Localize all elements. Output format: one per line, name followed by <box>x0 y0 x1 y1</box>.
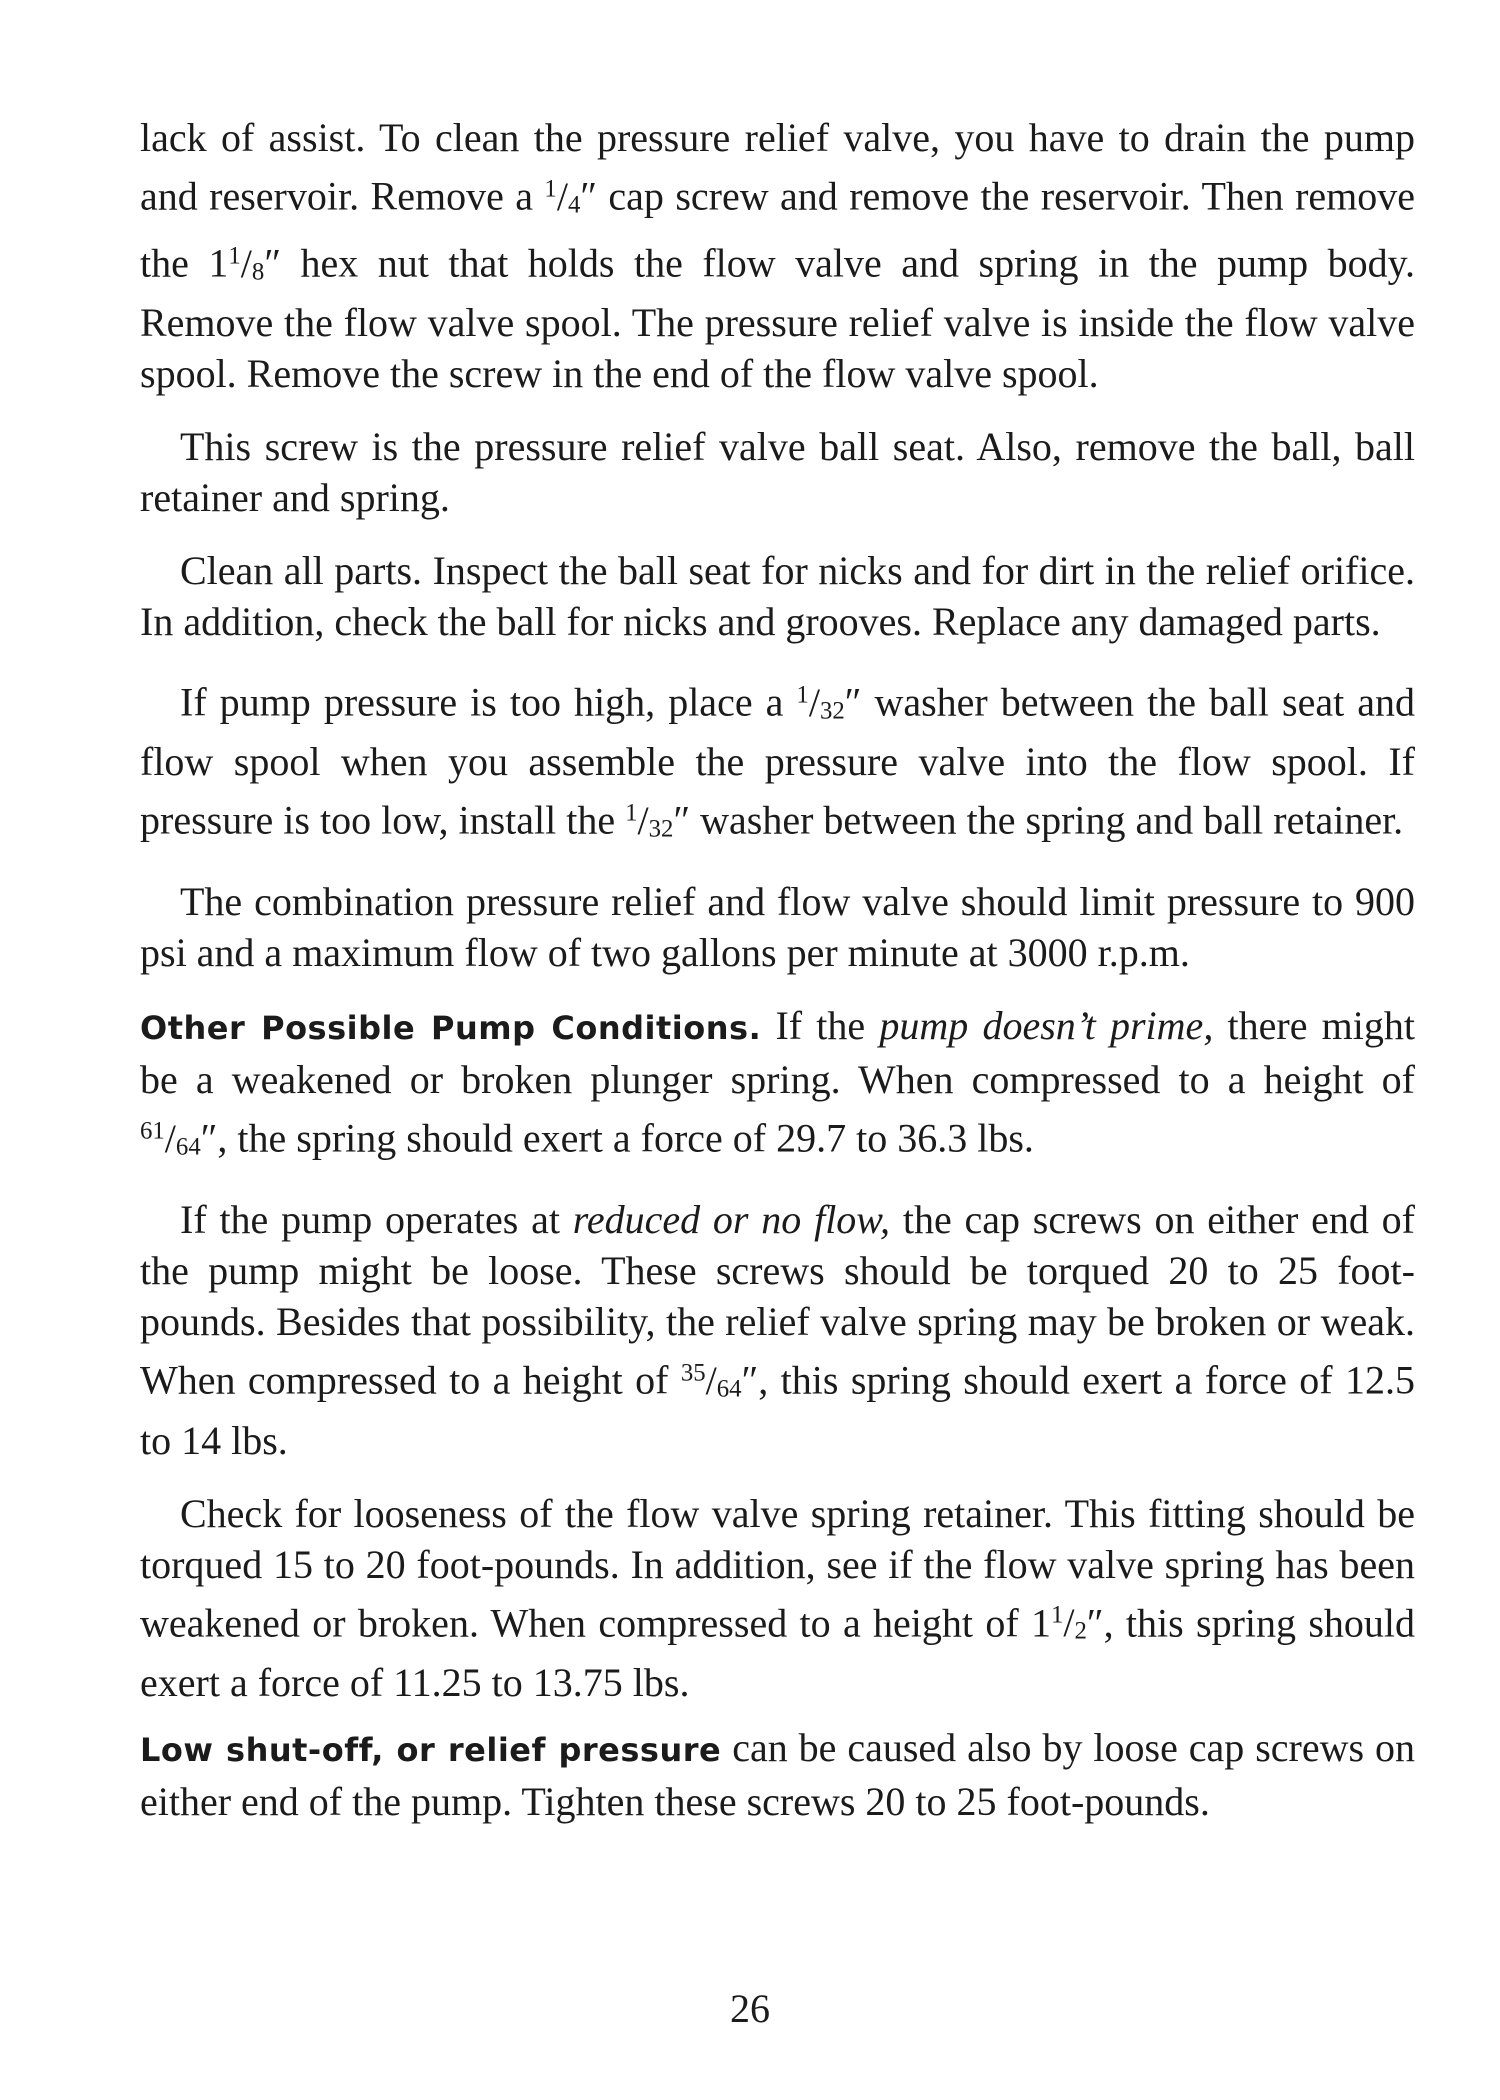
p8-text-b: ″, this spring should exert a force of 11.25 to 13.75 lbs. <box>140 1600 1415 1705</box>
body-text <box>140 112 1415 1827</box>
p7-text-b: the cap screws on either end of the pump might be loose. These screws should be torqued 20 to 25 foot-pounds. Besides that possibility, the relief valve spring may be broken or weak. When compressed to a height of <box>140 1197 1415 1404</box>
fraction-thirty-second: $^1$/32 <box>796 679 845 725</box>
p6-text-c: ″, the spring should exert a force of 29.7 to 36.3 lbs. <box>200 1116 1034 1161</box>
paragraph-7 <box>140 1194 1415 1465</box>
p1-text-a: lack of assist. To clean the pressure relief valve, you have to drain the pump and reservoir. Remove a <box>140 115 1415 219</box>
p1-text-b: ″ cap screw and remove the reservoir. Then remove the 1 <box>140 173 1416 286</box>
section-heading-low-shutoff: Low shut-off, or relief pressure <box>140 1730 722 1769</box>
p4-text-b: ″ washer between the ball seat and flow spool when you assemble the pressure valve into the flow spool. If pressure is too low, install the <box>140 679 1415 843</box>
paragraph-1 <box>140 112 1415 399</box>
paragraph-2: This screw is the pressure relief valve ball seat. Also, remove the ball, ball retainer and spring. <box>140 424 1415 521</box>
p7-italic: reduced or no flow, <box>572 1197 891 1243</box>
p6-text-a: If the <box>761 1003 880 1049</box>
paragraph-5: The combination pressure relief and flow valve should limit pressure to 900 psi and a maximum flow of two gallons per minute at 3000 r.p.m. <box>140 879 1415 976</box>
p4-text-c: ″ washer between the spring and ball retainer. <box>673 797 1404 843</box>
p6-text-b: there might be a weakened or broken plunger spring. When compressed to a height of <box>140 1003 1416 1103</box>
p9-text-a: can be caused also by loose cap screws on either end of the pump. Tighten these screws 20 to 25 foot-pounds. <box>140 1724 1416 1824</box>
fraction-eighth: $^1$/8 <box>228 240 265 286</box>
section-heading-other-conditions: Other Possible Pump Conditions. <box>140 1009 762 1048</box>
p4-text-a: If pump pressure is too high, place a <box>180 679 797 725</box>
paragraph-3: Clean all parts. Inspect the ball seat for nicks and for dirt in the relief orifice. In addition, check the ball for nicks and grooves. Replace any damaged parts. <box>140 548 1415 645</box>
p6-italic: pump doesn’t prime, <box>879 1003 1214 1049</box>
fraction-sixty-one-sixty-fourths: $^{61}$/64 <box>140 1116 201 1161</box>
page-number: 26 <box>730 1986 770 2031</box>
fraction-thirty-five-sixty-fourths: $^{35}$/64 <box>680 1358 742 1404</box>
fraction-thirty-second-2: $^1$/32 <box>625 797 674 843</box>
paragraph-9 <box>140 1722 1415 1827</box>
paragraph-6 <box>140 1000 1415 1172</box>
paragraph-8 <box>140 1488 1415 1708</box>
fraction-quarter: $^1$/4 <box>544 173 581 219</box>
p1-text-c: ″ hex nut that holds the flow valve and spring in the pump body. Remove the flow valve spool. The pressure relief valve is inside the flow valve spool. Remove the screw in the end of the flow valve spool. <box>140 240 1416 397</box>
p8-text-a: Check for looseness of the flow valve spring retainer. This fitting should be torqued 15 to 20 foot-pounds. In addition, see if the flow valve spring has been weakened or broken. When compressed to a height of 1 <box>140 1490 1415 1646</box>
p7-text-a: If the pump operates at <box>180 1197 573 1243</box>
fraction-half: $^1$/2 <box>1050 1600 1087 1646</box>
paragraph-4 <box>140 669 1415 854</box>
p7-text-c: ″, this spring should exert a force of 12.5 to 14 lbs. <box>140 1358 1415 1463</box>
